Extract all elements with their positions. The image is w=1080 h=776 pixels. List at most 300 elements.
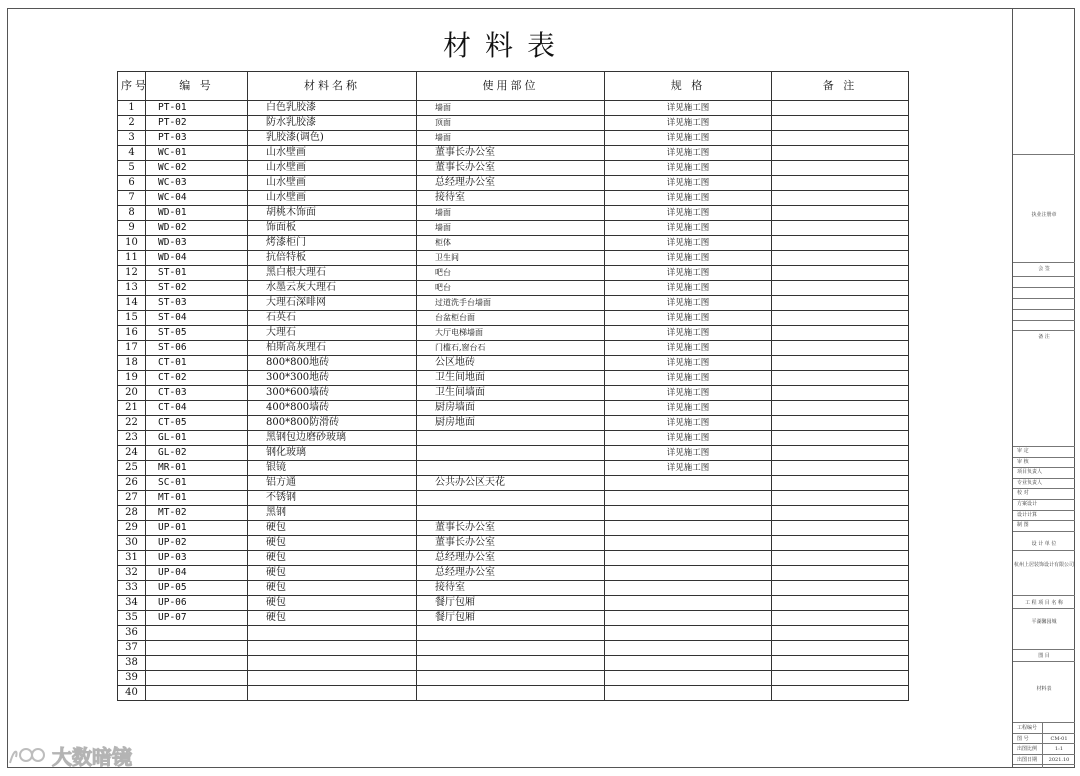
cell-name: 银镜	[248, 461, 417, 476]
info-label: 工程编号	[1017, 725, 1038, 731]
cell-name: 烤漆柜门	[248, 236, 417, 251]
table-row	[118, 506, 909, 521]
cell-no: 13	[118, 281, 146, 296]
cell-code: WC-01	[146, 146, 248, 161]
cell-remark	[772, 506, 909, 521]
cell-code: ST-05	[146, 326, 248, 341]
signature-row-label: 专业负责人	[1017, 479, 1043, 486]
cell-remark	[772, 236, 909, 251]
table-row	[118, 281, 909, 296]
cell-remark	[772, 296, 909, 311]
cell-name: 硬包	[248, 521, 417, 536]
cell-location: 接待室	[417, 581, 605, 596]
cell-remark	[772, 371, 909, 386]
cell-remark	[772, 251, 909, 266]
cell-name: 大理石	[248, 326, 417, 341]
header-spec: 规 格	[605, 72, 772, 101]
header-remark: 备 注	[772, 72, 909, 101]
table-row	[118, 236, 909, 251]
cell-code: UP-03	[146, 551, 248, 566]
title-block-divider	[1013, 499, 1075, 500]
cell-location: 墙面	[417, 221, 605, 236]
title-block-divider	[1013, 446, 1075, 447]
project-label: 工 程 项 目 名 称	[1025, 600, 1063, 606]
cell-spec	[605, 596, 772, 611]
table-row	[118, 626, 909, 641]
cell-name: 大理石深啡网	[248, 296, 417, 311]
table-row	[118, 266, 909, 281]
cell-code: CT-02	[146, 371, 248, 386]
cell-spec: 详见施工图	[605, 296, 772, 311]
design-unit-name: 杭州上居装饰设计有限公司	[1013, 562, 1074, 568]
cell-spec: 详见施工图	[605, 176, 772, 191]
cell-location: 总经理办公室	[417, 176, 605, 191]
cell-code: WD-04	[146, 251, 248, 266]
cell-no: 18	[118, 356, 146, 371]
title-block-divider	[1013, 510, 1075, 511]
table-body	[118, 101, 909, 701]
title-block-divider	[1013, 531, 1075, 532]
cell-remark	[772, 581, 909, 596]
cell-name: 钢化玻璃	[248, 446, 417, 461]
title-block-divider	[1013, 298, 1075, 299]
cell-location: 卫生间墙面	[417, 386, 605, 401]
table-row	[118, 101, 909, 116]
cell-remark	[772, 356, 909, 371]
cell-remark	[772, 386, 909, 401]
cell-spec: 详见施工图	[605, 116, 772, 131]
cell-code	[146, 626, 248, 641]
cell-code: MT-01	[146, 491, 248, 506]
cell-no: 11	[118, 251, 146, 266]
cell-name	[248, 671, 417, 686]
cell-no: 8	[118, 206, 146, 221]
cell-spec: 详见施工图	[605, 416, 772, 431]
cell-no: 35	[118, 611, 146, 626]
table-row	[118, 386, 909, 401]
cell-name: 水墨云灰大理石	[248, 281, 417, 296]
cell-name: 硬包	[248, 581, 417, 596]
cell-code: CT-03	[146, 386, 248, 401]
signature-row-label: 校 对	[1017, 490, 1029, 497]
signature-row-label: 审 核	[1017, 458, 1029, 465]
cell-spec: 详见施工图	[605, 221, 772, 236]
cell-code: ST-02	[146, 281, 248, 296]
cell-location: 厨房墙面	[417, 401, 605, 416]
info-value: 2021.10	[1048, 756, 1070, 763]
cell-spec	[605, 566, 772, 581]
cell-location	[417, 461, 605, 476]
cell-code: UP-06	[146, 596, 248, 611]
cell-remark	[772, 596, 909, 611]
cell-spec	[605, 551, 772, 566]
cell-name: 山水壁画	[248, 161, 417, 176]
header-location: 使用部位	[417, 72, 605, 101]
cell-code: WC-03	[146, 176, 248, 191]
cell-location: 门槛石,窗台石	[417, 341, 605, 356]
cell-spec: 详见施工图	[605, 461, 772, 476]
table-row	[118, 371, 909, 386]
table-row	[118, 146, 909, 161]
cell-name: 硬包	[248, 551, 417, 566]
cell-location: 过道洗手台墙面	[417, 296, 605, 311]
cell-remark	[772, 461, 909, 476]
countersign-label: 会 签	[1038, 266, 1050, 272]
cell-spec: 详见施工图	[605, 431, 772, 446]
cell-no: 22	[118, 416, 146, 431]
watermark-text: 大数暗镜	[52, 745, 132, 769]
signature-row-label: 制 图	[1017, 522, 1029, 529]
table-row	[118, 551, 909, 566]
header-code: 编 号	[146, 72, 248, 101]
title-block-divider	[1013, 330, 1075, 331]
table-row	[118, 296, 909, 311]
cell-no: 27	[118, 491, 146, 506]
cell-name: 800*800防滑砖	[248, 416, 417, 431]
cell-location: 大厅电梯墙面	[417, 326, 605, 341]
table-row	[118, 491, 909, 506]
cell-remark	[772, 626, 909, 641]
cell-no: 12	[118, 266, 146, 281]
cell-no: 7	[118, 191, 146, 206]
cell-no: 40	[118, 686, 146, 701]
cell-code: CT-05	[146, 416, 248, 431]
cell-location	[417, 491, 605, 506]
table-row	[118, 431, 909, 446]
cell-spec: 详见施工图	[605, 251, 772, 266]
cell-spec	[605, 656, 772, 671]
info-value: CM-01	[1050, 735, 1068, 742]
cell-name: 乳胶漆(调色)	[248, 131, 417, 146]
cell-remark	[772, 146, 909, 161]
cell-spec	[605, 521, 772, 536]
cell-spec	[605, 581, 772, 596]
cell-location: 公共办公区天花	[417, 476, 605, 491]
cell-location: 厨房地面	[417, 416, 605, 431]
cell-location: 柜体	[417, 236, 605, 251]
cell-location: 餐厅包厢	[417, 611, 605, 626]
cell-remark	[772, 341, 909, 356]
cell-code: CT-04	[146, 401, 248, 416]
cell-name: 柏斯高灰理石	[248, 341, 417, 356]
title-block-divider	[1013, 287, 1075, 288]
cell-code: PT-01	[146, 101, 248, 116]
cell-no: 30	[118, 536, 146, 551]
title-block-divider	[1013, 478, 1075, 479]
table-row	[118, 671, 909, 686]
table-row	[118, 251, 909, 266]
cell-code: WC-04	[146, 191, 248, 206]
cell-name: 胡桃木饰面	[248, 206, 417, 221]
watermark-logo-icon	[8, 745, 48, 767]
cell-name: 防水乳胶漆	[248, 116, 417, 131]
cell-spec	[605, 686, 772, 701]
cell-code: UP-07	[146, 611, 248, 626]
cell-remark	[772, 536, 909, 551]
cell-code: ST-04	[146, 311, 248, 326]
cell-remark	[772, 176, 909, 191]
cell-no: 15	[118, 311, 146, 326]
cell-location: 接待室	[417, 191, 605, 206]
table-row	[118, 566, 909, 581]
table-row	[118, 131, 909, 146]
title-block-divider	[1013, 595, 1075, 596]
drawing-name: 材料表	[1036, 686, 1052, 692]
cell-spec	[605, 641, 772, 656]
cell-no: 33	[118, 581, 146, 596]
cell-remark	[772, 206, 909, 221]
cell-spec	[605, 536, 772, 551]
cell-name: 石英石	[248, 311, 417, 326]
cell-no: 26	[118, 476, 146, 491]
cell-remark	[772, 611, 909, 626]
table-row	[118, 341, 909, 356]
cell-remark	[772, 401, 909, 416]
table-row	[118, 221, 909, 236]
title-block-divider	[1013, 722, 1075, 723]
signature-row-label: 审 定	[1017, 448, 1029, 454]
cell-no: 5	[118, 161, 146, 176]
cell-remark	[772, 446, 909, 461]
header-no: 序号	[118, 72, 146, 101]
cell-spec: 详见施工图	[605, 371, 772, 386]
cell-location: 董事长办公室	[417, 161, 605, 176]
cell-spec: 详见施工图	[605, 281, 772, 296]
table-row	[118, 176, 909, 191]
page-title: 材料表	[442, 29, 569, 62]
cell-location	[417, 506, 605, 521]
cell-code: PT-02	[146, 116, 248, 131]
cell-name: 饰面板	[248, 221, 417, 236]
cell-remark	[772, 686, 909, 701]
cell-no: 20	[118, 386, 146, 401]
table-row	[118, 206, 909, 221]
table-row	[118, 356, 909, 371]
cell-code: WD-01	[146, 206, 248, 221]
cell-code: UP-02	[146, 536, 248, 551]
table-row	[118, 521, 909, 536]
cell-no: 9	[118, 221, 146, 236]
cell-name: 山水壁画	[248, 176, 417, 191]
cell-remark	[772, 191, 909, 206]
cell-location: 卫生间	[417, 251, 605, 266]
cell-name: 白色乳胶漆	[248, 101, 417, 116]
cell-remark	[772, 641, 909, 656]
info-value: 1:1	[1054, 746, 1064, 752]
cell-no: 10	[118, 236, 146, 251]
title-block-divider	[1013, 276, 1075, 277]
cell-remark	[772, 311, 909, 326]
cell-location	[417, 656, 605, 671]
title-block-divider	[1013, 743, 1075, 744]
title-block-divider	[1013, 309, 1075, 310]
cell-no: 6	[118, 176, 146, 191]
cell-name: 黑钢包边磨砂玻璃	[248, 431, 417, 446]
design-unit-label: 设 计 单 位	[1031, 541, 1057, 547]
cell-remark	[772, 416, 909, 431]
cell-location: 餐厅包厢	[417, 596, 605, 611]
materials-table	[117, 71, 909, 701]
table-row	[118, 161, 909, 176]
title-block-divider	[1013, 649, 1075, 650]
cell-remark	[772, 221, 909, 236]
title-block-divider	[1013, 262, 1075, 263]
cell-no: 39	[118, 671, 146, 686]
cell-spec	[605, 626, 772, 641]
cell-name	[248, 641, 417, 656]
cell-name: 硬包	[248, 536, 417, 551]
cell-spec: 详见施工图	[605, 356, 772, 371]
cell-code: WD-02	[146, 221, 248, 236]
cell-code: ST-01	[146, 266, 248, 281]
cell-code: ST-06	[146, 341, 248, 356]
cell-name: 400*800墙砖	[248, 401, 417, 416]
cell-name: 山水壁画	[248, 146, 417, 161]
cell-location: 卫生间地面	[417, 371, 605, 386]
table-header-row	[118, 72, 909, 101]
cell-spec: 详见施工图	[605, 236, 772, 251]
cell-name: 抗倍特板	[248, 251, 417, 266]
cell-code: PT-03	[146, 131, 248, 146]
cell-location	[417, 446, 605, 461]
cell-spec	[605, 491, 772, 506]
cell-location	[417, 431, 605, 446]
cell-remark	[772, 281, 909, 296]
cell-code: ST-03	[146, 296, 248, 311]
table-row	[118, 476, 909, 491]
drawing-label: 图 目	[1038, 653, 1050, 659]
remarks-label: 备 注	[1038, 334, 1050, 340]
cell-code: GL-02	[146, 446, 248, 461]
title-block-divider	[1013, 764, 1075, 765]
cell-remark	[772, 161, 909, 176]
cell-location: 董事长办公室	[417, 521, 605, 536]
cell-remark	[772, 656, 909, 671]
table-row	[118, 581, 909, 596]
cell-no: 3	[118, 131, 146, 146]
cell-name: 山水壁画	[248, 191, 417, 206]
cell-name: 黑白根大理石	[248, 266, 417, 281]
cell-no: 14	[118, 296, 146, 311]
cell-remark	[772, 131, 909, 146]
cell-spec: 详见施工图	[605, 446, 772, 461]
cell-code: SC-01	[146, 476, 248, 491]
title-block-divider	[1013, 457, 1075, 458]
table-row	[118, 461, 909, 476]
cell-spec: 详见施工图	[605, 206, 772, 221]
cell-name: 硬包	[248, 566, 417, 581]
table-row	[118, 416, 909, 431]
cell-code	[146, 671, 248, 686]
cell-location: 顶面	[417, 116, 605, 131]
cell-remark	[772, 521, 909, 536]
cell-code	[146, 641, 248, 656]
cell-code: MT-02	[146, 506, 248, 521]
cell-no: 37	[118, 641, 146, 656]
cell-no: 4	[118, 146, 146, 161]
cell-remark	[772, 671, 909, 686]
info-label: 出图比例	[1017, 746, 1038, 752]
cell-name: 硬包	[248, 611, 417, 626]
cell-spec: 详见施工图	[605, 401, 772, 416]
title-block-divider	[1013, 608, 1075, 609]
cell-no: 19	[118, 371, 146, 386]
cell-code: UP-05	[146, 581, 248, 596]
title-block-divider	[1013, 550, 1075, 551]
cell-no: 31	[118, 551, 146, 566]
header-name: 材料名称	[248, 72, 417, 101]
info-column-divider	[1042, 722, 1043, 768]
table-row	[118, 686, 909, 701]
table-row	[118, 641, 909, 656]
cell-location: 墙面	[417, 206, 605, 221]
cell-name	[248, 686, 417, 701]
cell-code	[146, 656, 248, 671]
cell-no: 36	[118, 626, 146, 641]
cell-code: WD-03	[146, 236, 248, 251]
cell-location: 董事长办公室	[417, 536, 605, 551]
cell-spec: 详见施工图	[605, 311, 772, 326]
cell-spec	[605, 671, 772, 686]
cell-no: 2	[118, 116, 146, 131]
table-row	[118, 446, 909, 461]
project-name: 平湖馨园城	[1031, 619, 1057, 625]
cell-spec: 详见施工图	[605, 266, 772, 281]
cell-code: UP-01	[146, 521, 248, 536]
cell-location: 总经理办公室	[417, 566, 605, 581]
cell-remark	[772, 266, 909, 281]
signature-row-label: 设计计算	[1017, 511, 1038, 518]
title-block-divider	[1013, 754, 1075, 755]
cell-code: WC-02	[146, 161, 248, 176]
cell-no: 38	[118, 656, 146, 671]
cell-location: 董事长办公室	[417, 146, 605, 161]
cell-location: 墙面	[417, 131, 605, 146]
cell-remark	[772, 326, 909, 341]
cell-no: 24	[118, 446, 146, 461]
table-row	[118, 596, 909, 611]
cell-location: 吧台	[417, 266, 605, 281]
cell-no: 32	[118, 566, 146, 581]
info-label: 出图日期	[1017, 756, 1038, 763]
table-row	[118, 611, 909, 626]
cell-name: 黑钢	[248, 506, 417, 521]
cell-remark	[772, 551, 909, 566]
cell-name: 硬包	[248, 596, 417, 611]
cell-code: GL-01	[146, 431, 248, 446]
info-label: 图 号	[1017, 735, 1029, 742]
cell-no: 29	[118, 521, 146, 536]
cell-location: 公区地砖	[417, 356, 605, 371]
cell-no: 16	[118, 326, 146, 341]
cell-remark	[772, 566, 909, 581]
cell-name: 300*300地砖	[248, 371, 417, 386]
table-row	[118, 656, 909, 671]
cell-spec	[605, 506, 772, 521]
cell-code: UP-04	[146, 566, 248, 581]
title-block-divider	[1013, 733, 1075, 734]
cell-name: 铝方通	[248, 476, 417, 491]
table-row	[118, 311, 909, 326]
title-block-divider	[1013, 661, 1075, 662]
cell-no: 28	[118, 506, 146, 521]
watermark	[8, 741, 132, 770]
cell-location: 总经理办公室	[417, 551, 605, 566]
cell-name: 不锈钢	[248, 491, 417, 506]
cell-spec: 详见施工图	[605, 191, 772, 206]
title-block	[1012, 8, 1075, 768]
cell-location: 吧台	[417, 281, 605, 296]
